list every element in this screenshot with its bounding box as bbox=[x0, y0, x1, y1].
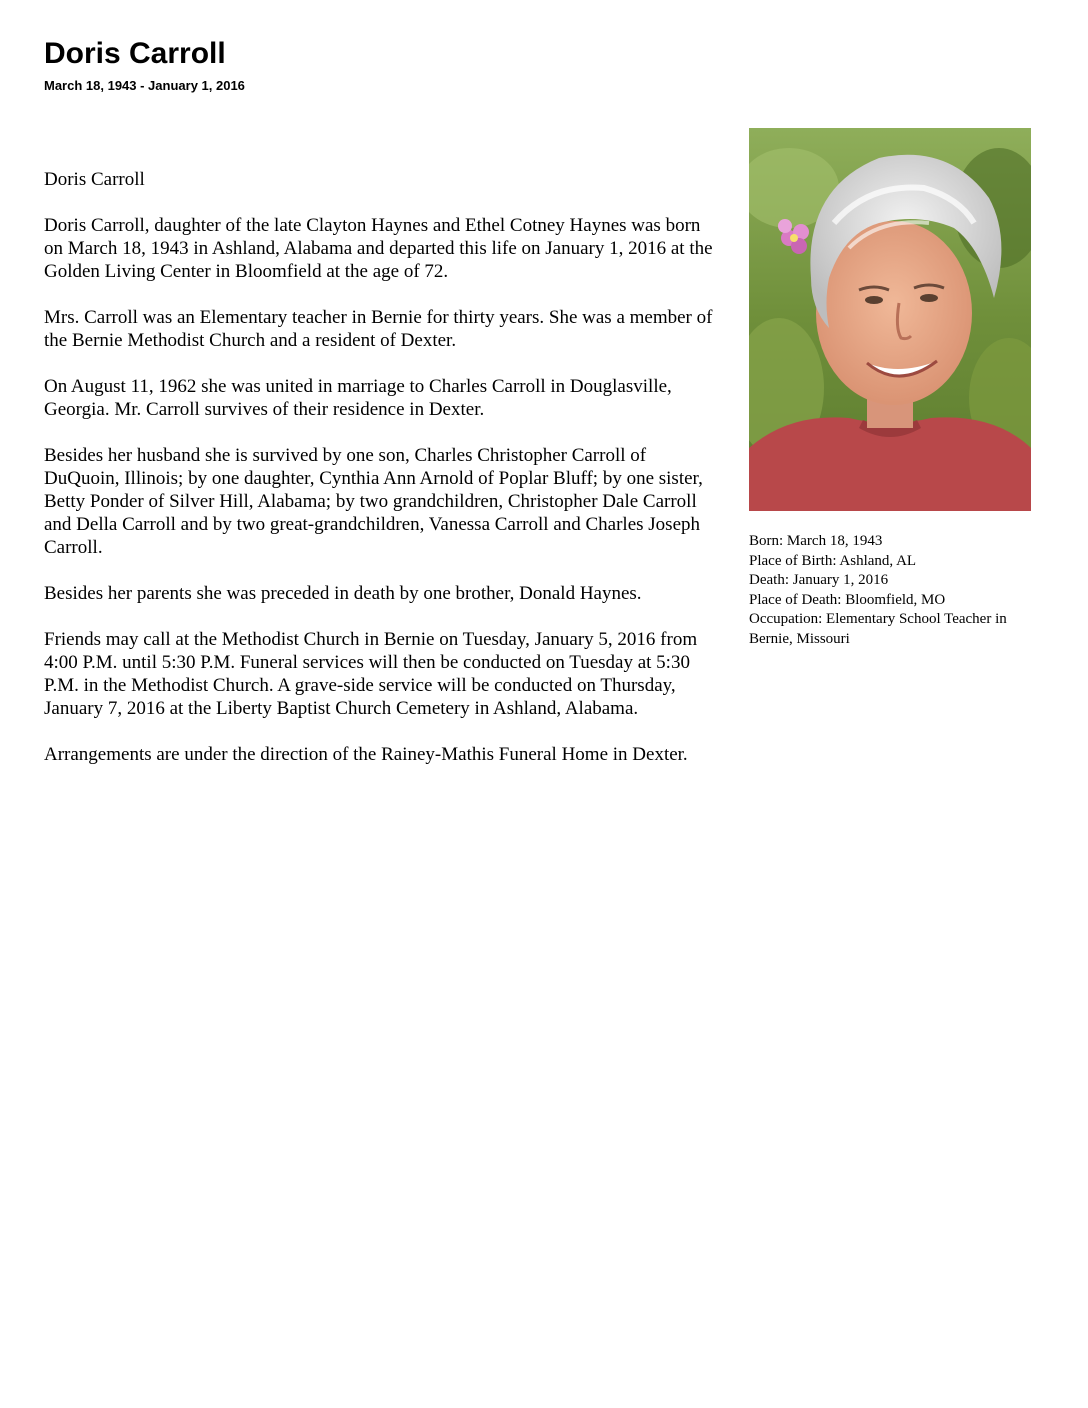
portrait-image bbox=[749, 128, 1031, 511]
obituary-paragraph: On August 11, 1962 she was united in marriage to Charles Carroll in Douglasville, Georgia. Mr. Carroll survives of their residence in Dexter. bbox=[44, 376, 672, 420]
life-dates: March 18, 1943 - January 1, 2016 bbox=[44, 78, 245, 93]
vital-facts bbox=[749, 532, 1049, 649]
obituary-paragraph: Friends may call at the Methodist Church in Bernie on Tuesday, January 5, 2016 from 4:00 P.M. until 5:30 P.M. Funeral services will then be conducted on Tuesday at 5:30 P.M. in the Methodist Church. A grave-side service will be conducted on Thursday, January 7, 2016 at the Liberty Baptist Church Cemetery in Ashland, Alabama. bbox=[44, 629, 698, 719]
fact-death: Death: January 1, 2016 bbox=[749, 572, 889, 588]
obituary-paragraph: Arrangements are under the direction of the Rainey-Mathis Funeral Home in Dexter. bbox=[44, 744, 688, 765]
obituary-paragraph: Besides her parents she was preceded in death by one brother, Donald Haynes. bbox=[44, 583, 642, 604]
portrait-photo bbox=[749, 128, 1031, 511]
obituary-paragraph: Besides her husband she is survived by one son, Charles Christopher Carroll of DuQuoin, Illinois; by one daughter, Cynthia Ann Arnold of Poplar Bluff; by one sister, Betty Ponder of Silver Hill, Alabama; by two grandchildren, Christopher Dale Carroll and Della Carroll and by two great-grandchildren, Vanessa Carroll and Charles Joseph Carroll. bbox=[44, 445, 703, 558]
fact-place-of-birth: Place of Birth: Ashland, AL bbox=[749, 552, 917, 569]
obituary-body bbox=[44, 168, 714, 789]
obituary-paragraph: Doris Carroll bbox=[44, 169, 145, 190]
fact-occupation: Occupation: Elementary School Teacher in Bernie, Missouri bbox=[749, 611, 1007, 647]
fact-born: Born: March 18, 1943 bbox=[749, 533, 883, 549]
obituary-paragraph: Mrs. Carroll was an Elementary teacher in Bernie for thirty years. She was a member of the Bernie Methodist Church and a resident of Dexter. bbox=[44, 307, 713, 351]
fact-place-of-death: Place of Death: Bloomfield, MO bbox=[749, 591, 946, 608]
obituary-paragraph: Doris Carroll, daughter of the late Clayton Haynes and Ethel Cotney Haynes was born on March 18, 1943 in Ashland, Alabama and departed this life on January 1, 2016 at the Golden Living Center in Bloomfield at the age of 72. bbox=[44, 215, 713, 282]
page-title: Doris Carroll bbox=[44, 37, 226, 70]
obituary-header bbox=[44, 36, 744, 94]
